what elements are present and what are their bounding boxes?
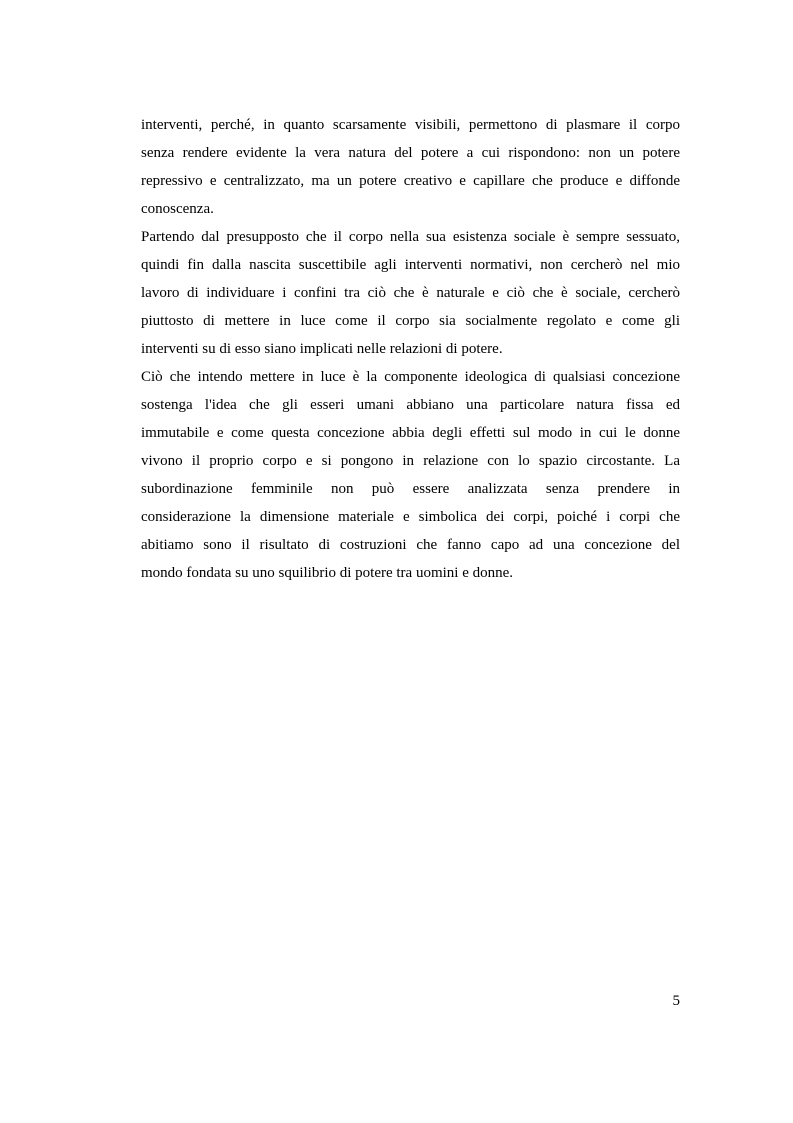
text-line: interventi, perché, in quanto scarsamente visibili, permettono di plasmare il corpo bbox=[141, 117, 680, 133]
text-line: vivono il proprio corpo e si pongono in relazione con lo spazio circostante. La bbox=[141, 453, 680, 469]
text-line: immutabile e come questa concezione abbia degli effetti sul modo in cui le donne bbox=[141, 425, 680, 441]
text-line: considerazione la dimensione materiale e simbolica dei corpi, poiché i corpi che bbox=[141, 509, 680, 525]
text-line: quindi fin dalla nascita suscettibile agli interventi normativi, non cercherò nel mio bbox=[141, 257, 680, 273]
text-line: lavoro di individuare i confini tra ciò che è naturale e ciò che è sociale, cercherò bbox=[141, 285, 680, 301]
text-line: abitiamo sono il risultato di costruzioni che fanno capo ad una concezione del bbox=[141, 537, 680, 553]
text-line: mondo fondata su uno squilibrio di potere tra uomini e donne. bbox=[141, 565, 514, 581]
text-line: Ciò che intendo mettere in luce è la componente ideologica di qualsiasi concezione bbox=[141, 369, 680, 385]
text-line: repressivo e centralizzato, ma un potere creativo e capillare che produce e diffonde bbox=[141, 173, 680, 189]
text-line: subordinazione femminile non può essere analizzata senza prendere in bbox=[141, 481, 680, 497]
text-line: Partendo dal presupposto che il corpo nella sua esistenza sociale è sempre sessuato, bbox=[141, 229, 680, 245]
text-line: senza rendere evidente la vera natura del potere a cui rispondono: non un potere bbox=[141, 145, 680, 161]
body-text bbox=[141, 111, 680, 587]
paragraph-2 bbox=[141, 223, 680, 363]
text-line: sostenga l'idea che gli esseri umani abbiano una particolare natura fissa ed bbox=[141, 397, 680, 413]
text-line: piuttosto di mettere in luce come il corpo sia socialmente regolato e come gli bbox=[141, 313, 680, 329]
text-line: interventi su di esso siano implicati nelle relazioni di potere. bbox=[141, 341, 503, 357]
page-number: 5 bbox=[672, 993, 680, 1009]
paragraph-1 bbox=[141, 111, 680, 223]
paragraph-3 bbox=[141, 363, 680, 587]
text-line: conoscenza. bbox=[141, 201, 214, 217]
